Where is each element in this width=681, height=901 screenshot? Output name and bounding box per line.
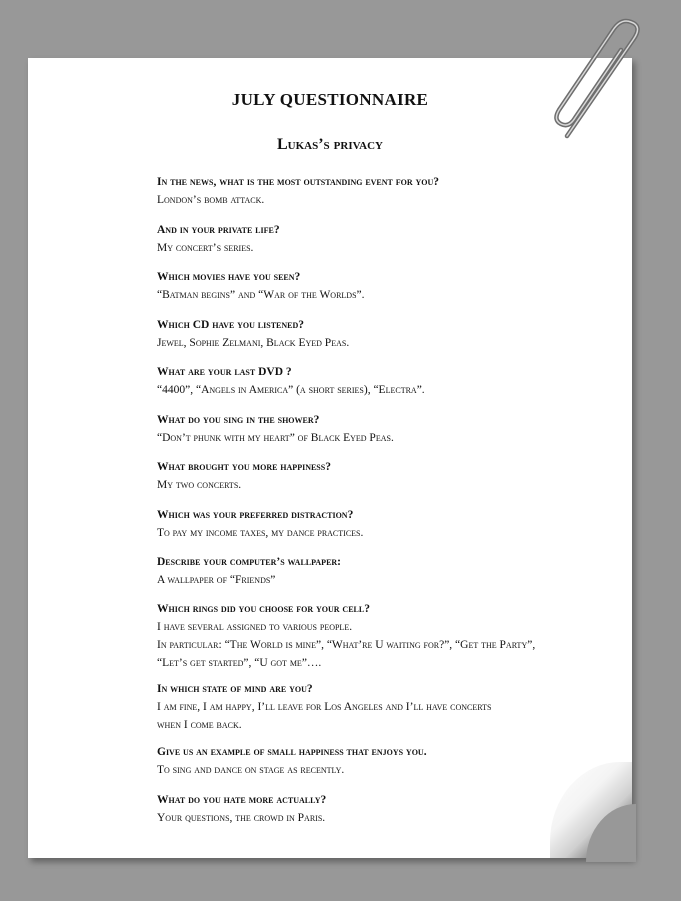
qa-item	[157, 222, 597, 257]
answer: Your questions, the crowd in Paris.	[157, 812, 326, 824]
question: Which CD have you listened?	[157, 319, 305, 331]
answer: My two concerts.	[157, 479, 242, 491]
qa-item	[157, 174, 597, 209]
answer-line: In particular: “The World is mine”, “What’re U waiting for?”, “Get the Party”,	[157, 639, 536, 651]
answer: “Don’t phunk with my heart” of Black Eyed Peas.	[157, 432, 394, 444]
answer: To pay my income taxes, my dance practices.	[157, 527, 364, 539]
qa-item	[157, 364, 597, 399]
page-title: JULY QUESTIONNAIRE	[231, 90, 429, 109]
question: Which was your preferred distraction?	[157, 509, 354, 521]
answer-line: when I come back.	[157, 719, 242, 731]
answer: “4400”, “Angels in America” (a short series), “Electra”.	[157, 384, 425, 396]
question: In which state of mind are you?	[157, 683, 313, 695]
qa-item	[157, 554, 597, 589]
question: Which movies have you seen?	[157, 271, 301, 283]
qa-item	[157, 601, 597, 672]
qa-item	[157, 269, 597, 304]
question: And in your private life?	[157, 224, 280, 236]
qa-item	[157, 744, 597, 779]
answer: Jewel, Sophie Zelmani, Black Eyed Peas.	[157, 337, 350, 349]
qa-item	[157, 792, 597, 827]
answer: A wallpaper of “Friends”	[157, 574, 276, 586]
answer: “Batman begins” and “War of the Worlds”.	[157, 289, 365, 301]
question: In the news, what is the most outstanding event for you?	[157, 176, 440, 188]
answer: My concert’s series.	[157, 242, 254, 254]
qa-item	[157, 459, 597, 494]
question: Give us an example of small happiness that enjoys you.	[157, 746, 427, 758]
page-subtitle: Lukas’s privacy	[277, 136, 383, 153]
qa-item	[157, 412, 597, 447]
question: Which rings did you choose for your cell?	[157, 603, 370, 615]
answer-line: I am fine, I am happy, I’ll leave for Los Angeles and I’ll have concerts	[157, 701, 492, 713]
answer-line: “Let’s get started”, “U got me”….	[157, 657, 322, 669]
question: What do you hate more actually?	[157, 794, 327, 806]
question: Describe your computer’s wallpaper:	[157, 556, 342, 568]
answer-line: I have several assigned to various people.	[157, 621, 353, 633]
answer: To sing and dance on stage as recently.	[157, 764, 345, 776]
question: What do you sing in the shower?	[157, 414, 320, 426]
question: What are your last DVD ?	[157, 366, 292, 378]
qa-item	[157, 507, 597, 542]
answer: London’s bomb attack.	[157, 194, 265, 206]
qa-item	[157, 681, 597, 734]
question: What brought you more happiness?	[157, 461, 331, 473]
paperclip-icon	[545, 18, 665, 148]
qa-item	[157, 317, 597, 352]
